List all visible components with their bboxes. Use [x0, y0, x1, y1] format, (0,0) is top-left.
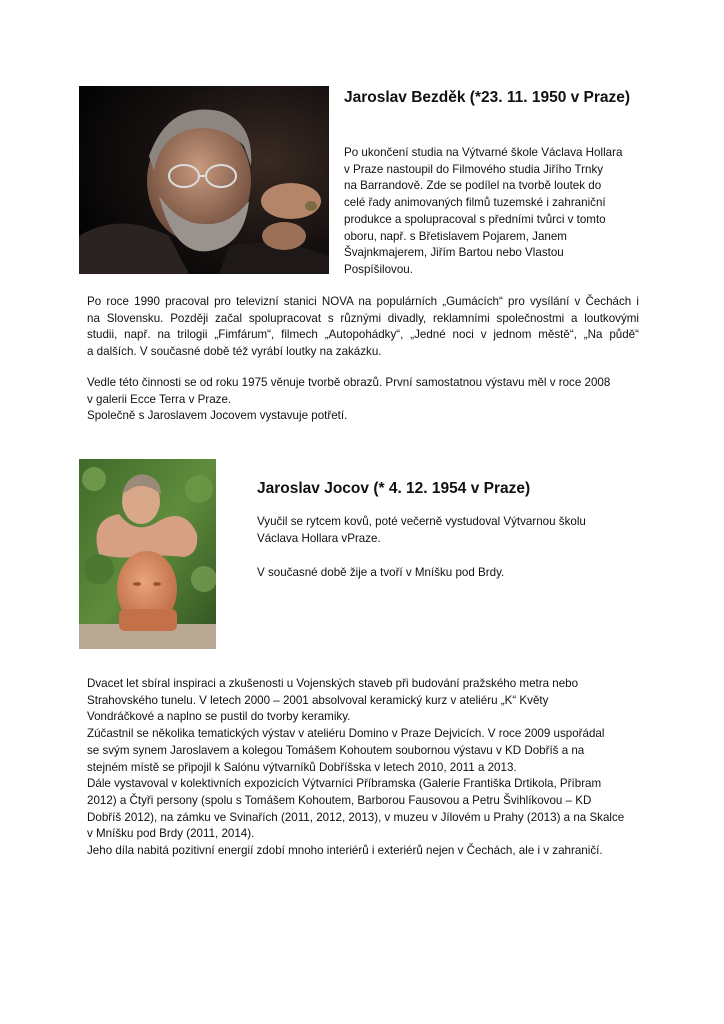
- intro-line: Vyučil se rytcem kovů, poté večerně vystudoval Výtvarnou školu: [257, 515, 586, 528]
- artist1-paragraph-1: [87, 294, 639, 361]
- bio-line: v Praze nastoupil do Filmového studia Jiřího Trnky: [344, 162, 604, 176]
- body-line: Zúčastnil se několika tematických výstav v ateliéru Domino v Praze Dejvicích. V roce 2009 uspořádal: [87, 727, 605, 741]
- paragraph-line: studii, např. na trilogii „Fimfárum“, filmech „Autopohádky“, „Jedné noci v jednom městě“, „Na půdě“: [87, 328, 639, 342]
- body-line: stejném místě se připojil k Salónu výtvarníků Dobříšska v letech 2010, 2011 a 2013.: [87, 760, 517, 774]
- body-line: 2012) a Čtyři persony (spolu s Tomášem Kohoutem, Barborou Fausovou a Petru Švihlíkovou – KD: [87, 793, 592, 807]
- artist1-heading: Jaroslav Bezděk (*23. 11. 1950 v Praze): [344, 89, 631, 106]
- intro-line: Václava Hollara vPraze.: [257, 531, 381, 545]
- artist2-body: [87, 676, 624, 860]
- body-line: se svým synem Jaroslavem a kolegou Tomášem Kohoutem soubornou výstavu v KD Dobříš a na: [87, 743, 585, 757]
- artist2-intro-2: V současné době žije a tvoří v Mníšku pod Brdy.: [257, 566, 505, 579]
- paragraph-line: v galerii Ecce Terra v Praze.: [87, 392, 232, 406]
- artist1-bio: [344, 145, 622, 279]
- bio-line: Pospíšilovou.: [344, 262, 413, 276]
- body-line: Dobříš 2012), na zámku ve Svinařích (2011, 2012, 2013), v muzeu v Jílovém u Prahy (2013) a na Skalce: [87, 810, 625, 824]
- bio-line: Švajnkmajerem, Jiřím Bartou nebo Vlastou: [344, 246, 564, 260]
- paragraph-line: na Slovensku. Později začal spolupracovat s různými divadly, reklamními společnostmi a loutkovými: [87, 311, 639, 325]
- body-line: v Mníšku pod Brdy (2011, 2014).: [87, 827, 255, 841]
- paragraph-line: Vedle této činnosti se od roku 1975 věnuje tvorbě obrazů. První samostatnou výstavu měl v roce 2008: [87, 376, 611, 389]
- body-line: Vondráčkové a naplno se pustil do tvorby keramiky.: [87, 710, 351, 724]
- bio-line: celé řady animovaných filmů tuzemské i zahraniční: [344, 196, 606, 210]
- bio-line: produkce a spolupracoval s předními tvůrci v tomto: [344, 212, 606, 226]
- artist2-intro: [257, 514, 586, 547]
- artist1-photo: [79, 86, 329, 274]
- paragraph-line: a dalších. V současné době též vyrábí loutky na zakázku.: [87, 345, 382, 359]
- bio-line: na Barrandově. Zde se podílel na tvorbě loutek do: [344, 179, 602, 193]
- bio-line: Po ukončení studia na Výtvarné škole Václava Hollara: [344, 146, 623, 159]
- body-line: Strahovského tunelu. V letech 2000 – 2001 absolvoval keramický kurz v ateliéru „K“ Květy: [87, 693, 549, 707]
- body-line: Jeho díla nabitá pozitivní energií zdobí mnoho interiérů i exteriérů nejen v Čechách, ale i v zahraničí.: [87, 844, 603, 858]
- artist1-paragraph-2: [87, 375, 610, 425]
- body-line: Dále vystavoval v kolektivních expozicích Výtvarníci Příbramska (Galerie Františka Drtikola, Příbram: [87, 777, 602, 791]
- paragraph-line: Společně s Jaroslavem Jocovem vystavuje potřetí.: [87, 409, 348, 423]
- body-line: Dvacet let sbíral inspiraci a zkušenosti u Vojenských staveb při budování pražského metra nebo: [87, 677, 579, 690]
- bio-line: oboru, např. s Břetislavem Pojarem, Janem: [344, 229, 567, 243]
- artist2-photo: [79, 459, 216, 649]
- artist2-heading: Jaroslav Jocov (* 4. 12. 1954 v Praze): [257, 480, 531, 497]
- paragraph-line: Po roce 1990 pracoval pro televizní stanici NOVA na populárních „Gumácích“ pro vysílání v Čechách i: [87, 295, 639, 308]
